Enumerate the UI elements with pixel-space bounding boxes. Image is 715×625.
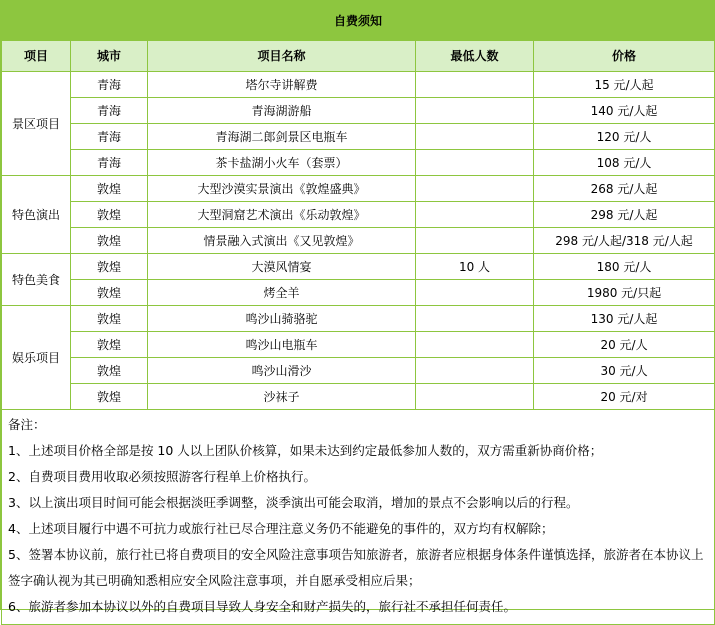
city-cell: 青海 [71, 98, 148, 124]
min-people-cell [416, 176, 534, 202]
header-item-name: 项目名称 [148, 41, 416, 72]
item-name-cell: 塔尔寺讲解费 [148, 72, 416, 98]
price-cell: 130 元/人起 [534, 306, 715, 332]
city-cell: 敦煌 [71, 280, 148, 306]
item-name-cell: 青海湖二郎剑景区电瓶车 [148, 124, 416, 150]
notes-cell [2, 410, 715, 625]
table-row [2, 124, 715, 150]
item-name-cell: 大型沙漠实景演出《敦煌盛典》 [148, 176, 416, 202]
min-people-cell: 10 人 [416, 254, 534, 280]
min-people-cell [416, 228, 534, 254]
city-cell: 敦煌 [71, 176, 148, 202]
item-name-cell: 沙袜子 [148, 384, 416, 410]
item-name-cell: 青海湖游船 [148, 98, 416, 124]
price-cell: 20 元/对 [534, 384, 715, 410]
item-name-cell: 鸣沙山滑沙 [148, 358, 416, 384]
note-item: 2、自费项目费用收取必须按照游客行程单上价格执行。 [8, 469, 316, 484]
header-price: 价格 [534, 41, 715, 72]
city-cell: 青海 [71, 124, 148, 150]
city-cell: 敦煌 [71, 228, 148, 254]
city-cell: 敦煌 [71, 358, 148, 384]
city-cell: 敦煌 [71, 332, 148, 358]
table-row [2, 358, 715, 384]
table-row [2, 202, 715, 228]
city-cell: 敦煌 [71, 384, 148, 410]
price-cell: 140 元/人起 [534, 98, 715, 124]
price-cell: 108 元/人 [534, 150, 715, 176]
note-item: 4、上述项目履行中遇不可抗力或旅行社已尽合理注意义务仍不能避免的事件的，双方均有权解除； [8, 521, 554, 536]
item-name-cell: 茶卡盐湖小火车（套票） [148, 150, 416, 176]
note-item: 3、以上演出项目时间可能会根据淡旺季调整，淡季演出可能会取消，增加的景点不会影响以后的行程。 [8, 495, 579, 510]
note-item: 6、旅游者参加本协议以外的自费项目导致人身安全和财产损失的，旅行社不承担任何责任。 [8, 599, 516, 614]
item-name-cell: 烤全羊 [148, 280, 416, 306]
table-row [2, 384, 715, 410]
table-row [2, 176, 715, 202]
table-row [2, 228, 715, 254]
price-cell: 298 元/人起/318 元/人起 [534, 228, 715, 254]
notes-section [2, 410, 714, 624]
note-item: 1、上述项目价格全部是按 10 人以上团队价核算，如果未达到约定最低参加人数的，双方需重新协商价格； [8, 443, 603, 458]
price-cell: 20 元/人 [534, 332, 715, 358]
table-row [2, 150, 715, 176]
table-title: 自费须知 [2, 2, 715, 41]
city-cell: 敦煌 [71, 254, 148, 280]
min-people-cell [416, 306, 534, 332]
price-cell: 15 元/人起 [534, 72, 715, 98]
price-cell: 120 元/人 [534, 124, 715, 150]
price-cell: 30 元/人 [534, 358, 715, 384]
item-name-cell: 大漠风情宴 [148, 254, 416, 280]
table-row [2, 306, 715, 332]
price-cell: 298 元/人起 [534, 202, 715, 228]
min-people-cell [416, 150, 534, 176]
price-cell: 268 元/人起 [534, 176, 715, 202]
min-people-cell [416, 98, 534, 124]
min-people-cell [416, 358, 534, 384]
price-cell: 180 元/人 [534, 254, 715, 280]
category-cell: 特色演出 [2, 176, 71, 254]
min-people-cell [416, 332, 534, 358]
city-cell: 敦煌 [71, 306, 148, 332]
item-name-cell: 情景融入式演出《又见敦煌》 [148, 228, 416, 254]
note-item: 5、签署本协议前，旅行社已将自费项目的安全风险注意事项告知旅游者，旅游者应根据身体条件谨慎选择，旅游者在本协议上签字确认视为其已明确知悉相应安全风险注意事项，并自愿承受相应后果； [8, 547, 704, 588]
min-people-cell [416, 202, 534, 228]
table-row [2, 98, 715, 124]
table-row [2, 72, 715, 98]
item-name-cell: 大型洞窟艺术演出《乐动敦煌》 [148, 202, 416, 228]
self-paid-items-table [1, 1, 715, 625]
table-row [2, 332, 715, 358]
category-cell: 景区项目 [2, 72, 71, 176]
table-row [2, 254, 715, 280]
header-city: 城市 [71, 41, 148, 72]
min-people-cell [416, 72, 534, 98]
min-people-cell [416, 384, 534, 410]
header-category: 项目 [2, 41, 71, 72]
item-name-cell: 鸣沙山电瓶车 [148, 332, 416, 358]
min-people-cell [416, 124, 534, 150]
item-name-cell: 鸣沙山骑骆驼 [148, 306, 416, 332]
category-cell: 特色美食 [2, 254, 71, 306]
min-people-cell [416, 280, 534, 306]
category-cell: 娱乐项目 [2, 306, 71, 410]
table-row [2, 280, 715, 306]
price-cell: 1980 元/只起 [534, 280, 715, 306]
header-min-people: 最低人数 [416, 41, 534, 72]
notes-heading: 备注： [8, 417, 46, 432]
city-cell: 敦煌 [71, 202, 148, 228]
city-cell: 青海 [71, 72, 148, 98]
city-cell: 青海 [71, 150, 148, 176]
